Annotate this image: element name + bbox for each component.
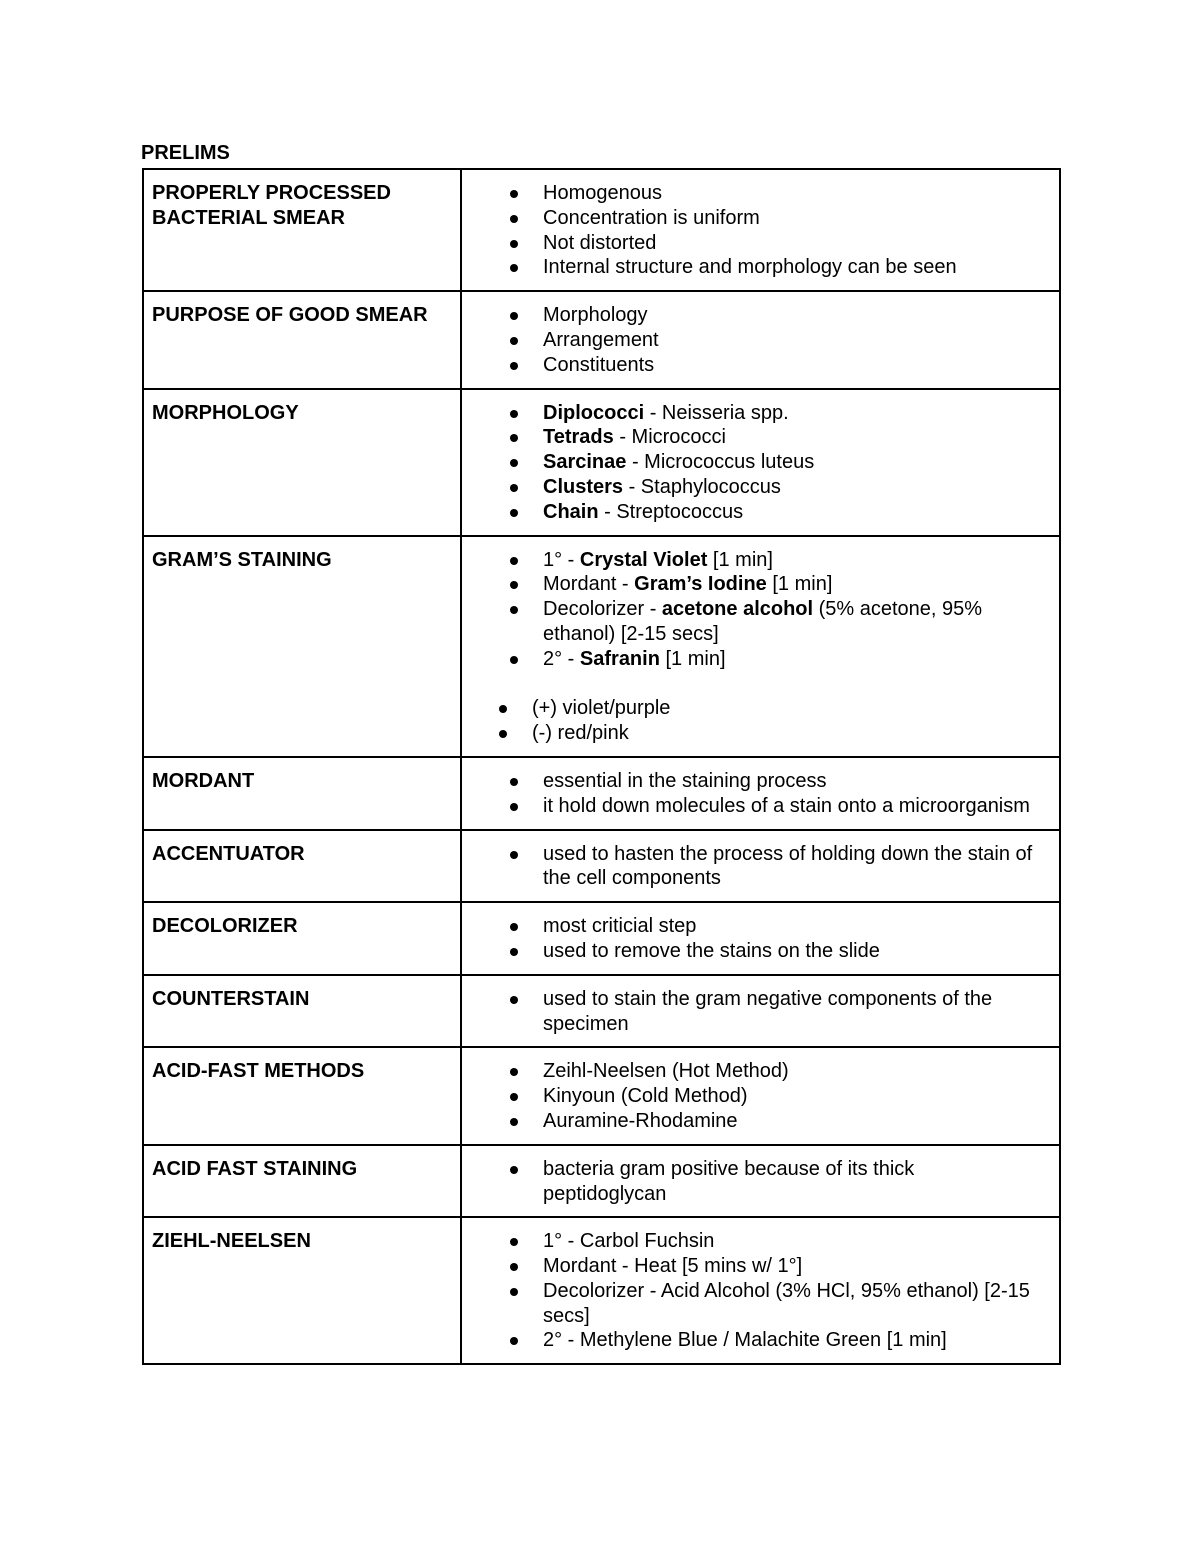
list-item	[543, 450, 1039, 475]
list-item: Not distorted	[543, 231, 1039, 256]
list-item: Mordant - Heat [5 mins w/ 1°]	[543, 1254, 1039, 1279]
bullet-list	[462, 769, 1039, 819]
list-item	[543, 572, 1039, 597]
item-text: - Streptococcus	[598, 500, 744, 523]
table-row	[143, 389, 1060, 536]
item-prefix: Decolorizer -	[543, 598, 662, 621]
item-prefix: 1° -	[543, 548, 580, 571]
bullet-list	[462, 303, 1039, 377]
definition-cell	[461, 169, 1060, 291]
definition-cell	[461, 291, 1060, 388]
list-item: Decolorizer - Acid Alcohol (3% HCl, 95% ethanol) [2-15 secs]	[543, 1279, 1039, 1329]
bold-term: Tetrads	[543, 426, 614, 449]
list-item	[543, 647, 1039, 672]
list-item: essential in the staining process	[543, 769, 1039, 794]
item-suffix: [1 min]	[766, 573, 833, 596]
term-cell: MORDANT	[143, 757, 461, 830]
item-prefix: Mordant -	[543, 573, 635, 596]
table-row	[143, 291, 1060, 388]
definition-cell	[461, 536, 1060, 757]
bold-term: acetone alcohol	[661, 598, 814, 621]
list-item	[543, 475, 1039, 500]
bullet-list	[462, 1059, 1039, 1133]
term-cell: DECOLORIZER	[143, 902, 461, 975]
list-item: Kinyoun (Cold Method)	[543, 1084, 1039, 1109]
term-cell: PURPOSE OF GOOD SMEAR	[143, 291, 461, 388]
bold-term: Gram’s Iodine	[634, 573, 767, 596]
sub-list-item: (+) violet/purple	[532, 696, 1039, 721]
list-item	[543, 401, 1039, 426]
list-item: Concentration is uniform	[543, 206, 1039, 231]
list-item	[543, 425, 1039, 450]
list-item: 1° - Carbol Fuchsin	[543, 1229, 1039, 1254]
term-cell: ACID-FAST METHODS	[143, 1047, 461, 1144]
table-row	[143, 830, 1060, 903]
list-item: Zeihl-Neelsen (Hot Method)	[543, 1059, 1039, 1084]
bullet-list	[462, 1229, 1039, 1353]
table-row	[143, 169, 1060, 291]
list-item: Auramine-Rhodamine	[543, 1109, 1039, 1134]
list-item: Internal structure and morphology can be seen	[543, 255, 1039, 280]
bold-term: Safranin	[579, 647, 660, 670]
definition-cell	[461, 389, 1060, 536]
list-item	[543, 548, 1039, 573]
term-cell: GRAM’S STAINING	[143, 536, 461, 757]
definition-cell	[461, 757, 1060, 830]
list-item: used to stain the gram negative components of the specimen	[543, 987, 1039, 1037]
definition-cell	[461, 1217, 1060, 1364]
bullet-list	[462, 914, 1039, 964]
list-item: Arrangement	[543, 328, 1039, 353]
list-item: Homogenous	[543, 181, 1039, 206]
bold-term: Diplococci	[543, 401, 645, 424]
definition-cell	[461, 830, 1060, 903]
definition-cell	[461, 975, 1060, 1048]
table-row	[143, 902, 1060, 975]
bullet-list	[462, 987, 1039, 1037]
bullet-list	[462, 181, 1039, 280]
item-text: - Staphylococcus	[623, 475, 781, 498]
bullet-list	[462, 842, 1039, 892]
table-row	[143, 1217, 1060, 1364]
sub-bullet-list	[462, 696, 1039, 746]
list-item: 2° - Methylene Blue / Malachite Green [1 min]	[543, 1328, 1039, 1353]
list-item	[543, 500, 1039, 525]
list-item: Constituents	[543, 353, 1039, 378]
list-item	[543, 597, 1039, 647]
definition-cell	[461, 902, 1060, 975]
term-cell: ACCENTUATOR	[143, 830, 461, 903]
table-row	[143, 536, 1060, 757]
list-item: bacteria gram positive because of its thick peptidoglycan	[543, 1157, 1039, 1207]
bold-term: Crystal Violet	[579, 548, 708, 571]
list-item: used to hasten the process of holding down the stain of the cell components	[543, 842, 1039, 892]
table-row	[143, 975, 1060, 1048]
term-cell: COUNTERSTAIN	[143, 975, 461, 1048]
list-item: most criticial step	[543, 914, 1039, 939]
definition-cell	[461, 1145, 1060, 1218]
table-row	[143, 1047, 1060, 1144]
bold-term: Clusters	[543, 475, 624, 498]
sub-list-item: (-) red/pink	[532, 721, 1039, 746]
term-cell: MORPHOLOGY	[143, 389, 461, 536]
item-text: - Neisseria spp.	[644, 401, 789, 424]
list-item: used to remove the stains on the slide	[543, 939, 1039, 964]
bullet-list	[462, 1157, 1039, 1207]
list-item: it hold down molecules of a stain onto a microorganism	[543, 794, 1039, 819]
item-text: - Micrococcus luteus	[626, 451, 815, 474]
definition-cell	[461, 1047, 1060, 1144]
table-row	[143, 757, 1060, 830]
term-cell: ACID FAST STAINING	[143, 1145, 461, 1218]
term-cell: PROPERLY PROCESSED BACTERIAL SMEAR	[143, 169, 461, 291]
table-row	[143, 1145, 1060, 1218]
item-suffix: [1 min]	[659, 647, 726, 670]
item-suffix: [1 min]	[707, 548, 773, 571]
document-title: PRELIMS	[141, 142, 230, 164]
item-suffix: (5% acetone, 95% ethanol) [2-15 secs]	[543, 598, 983, 645]
item-text: - Micrococci	[613, 426, 726, 449]
bold-term: Sarcinae	[543, 451, 627, 474]
item-prefix: 2° -	[543, 647, 580, 670]
list-item: Morphology	[543, 303, 1039, 328]
bullet-list	[462, 548, 1039, 672]
bold-term: Chain	[543, 500, 599, 523]
term-cell: ZIEHL-NEELSEN	[143, 1217, 461, 1364]
bullet-list	[462, 401, 1039, 525]
notes-table	[142, 168, 1061, 1365]
